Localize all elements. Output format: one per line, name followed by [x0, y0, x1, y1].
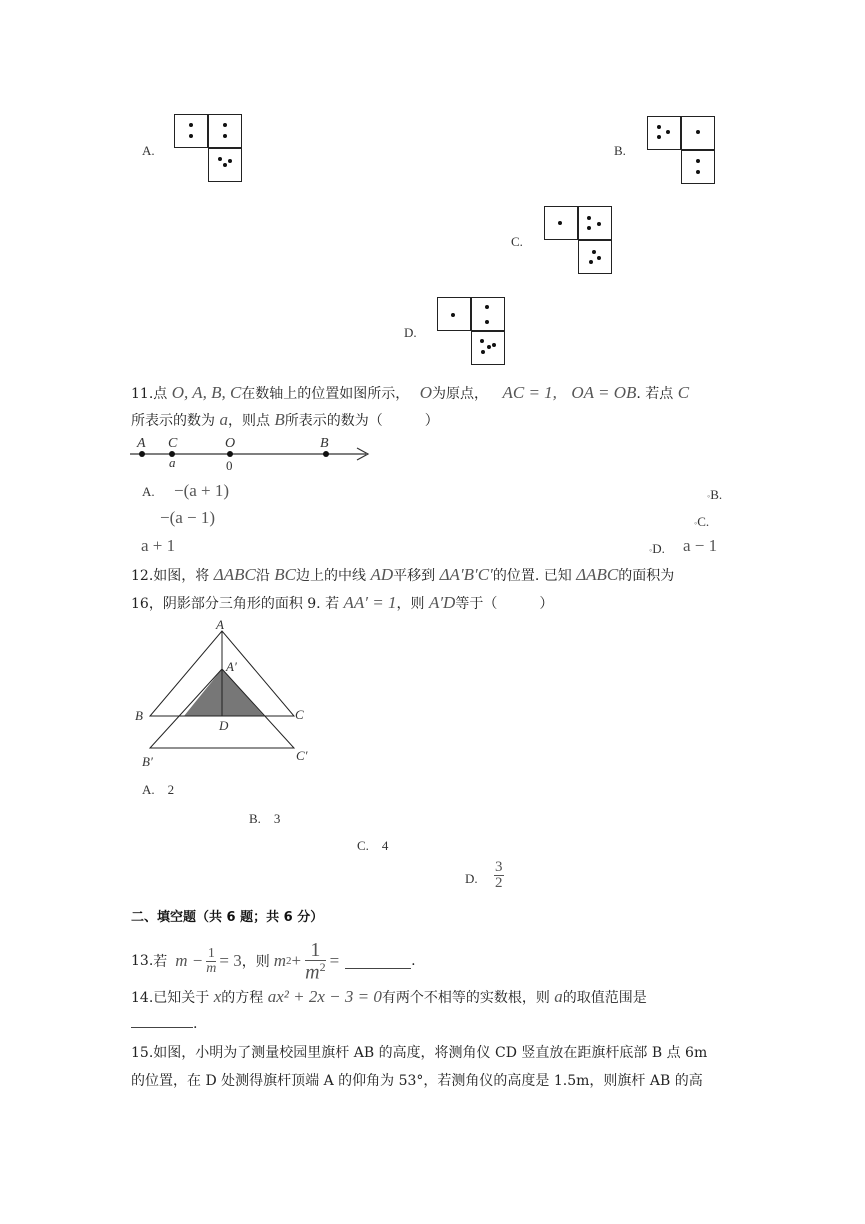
text: 16，阴影部分三角形的面积 9. 若 [131, 596, 340, 612]
q10-option-c-label: C. [511, 234, 523, 249]
math-o: O [419, 383, 433, 402]
text: 已知关于 [153, 990, 210, 1006]
text: 点 [153, 386, 168, 402]
text: 的面积为 [618, 568, 675, 584]
text: 的位置. 已知 [492, 568, 572, 584]
q14-line2 [131, 1013, 197, 1032]
math-m-minus: m − [175, 951, 204, 970]
fig-label-c: C [295, 707, 304, 722]
text: 的方程 [221, 990, 264, 1006]
math-b: B [274, 410, 285, 429]
text: 为原点， [432, 386, 489, 402]
math-sup: 2 [286, 955, 292, 967]
math-plus: + [291, 951, 302, 970]
text: . [411, 953, 416, 969]
den-var: m [305, 961, 320, 984]
text: 平移到 [393, 568, 436, 584]
q10-option-d-figure [437, 297, 507, 367]
math-points: O, A, B, C [171, 383, 242, 402]
axis-label-b: B [320, 436, 329, 451]
text: ，则 [396, 596, 425, 612]
q12-triangle-figure [130, 615, 330, 775]
q11-option-d-label: ◦D. [649, 541, 665, 556]
math-a: a [219, 410, 228, 429]
option-d-text: D. [652, 541, 665, 556]
q13-fraction-2 [305, 940, 325, 983]
q12-line1 [131, 565, 674, 585]
text: 有两个不相等的实数根，则 [381, 990, 550, 1006]
q12-option-c: C. 4 [357, 838, 389, 853]
text: 所表示的数为 [131, 413, 215, 429]
text: 在数轴上的位置如图所示， [241, 386, 410, 402]
q12-option-d-label: D. [465, 871, 478, 886]
fig-label-a-prime: A′ [226, 659, 237, 674]
fig-label-d: D [219, 718, 229, 733]
q11-option-b-label: ◦B. [707, 487, 723, 502]
option-c-text: C. [697, 514, 710, 529]
question-number: 12. [131, 568, 154, 584]
fraction-numerator: 1 [207, 945, 215, 961]
q10-option-a-figure [174, 114, 244, 184]
q13-fraction-1 [206, 947, 216, 976]
fraction-denominator: m [206, 960, 217, 976]
math-oa-ob: OA = OB [571, 383, 637, 402]
fraction-denominator [305, 961, 325, 983]
q11-option-c-expr: a + 1 [141, 536, 176, 555]
q11-number-line [128, 432, 378, 477]
text: . [193, 1016, 198, 1032]
question-number: 13. [131, 953, 154, 969]
question-number: 11. [131, 386, 154, 402]
q10-option-c-figure [544, 206, 614, 276]
q13-line [131, 940, 416, 982]
answer-blank[interactable] [345, 954, 411, 969]
q11-option-b-expr: −(a − 1) [160, 508, 216, 527]
q11-line2 [131, 410, 439, 430]
math-x: x [213, 987, 222, 1006]
q15-line2: 的位置，在 D 处测得旗杆顶端 A 的仰角为 53°，若测角仪的高度是 1.5m，则旗杆 AB 的高 [131, 1073, 703, 1089]
text: 所表示的数为（ ） [284, 413, 439, 429]
axis-label-a: A [137, 436, 146, 451]
fig-label-b-prime: B′ [142, 754, 153, 769]
q10-option-a-label: A. [142, 143, 155, 158]
text: ，则 [241, 954, 270, 970]
math-eq: = 3 [219, 951, 242, 970]
math-m: m [273, 951, 287, 970]
text: 如图，将 [153, 568, 210, 584]
question-number: 14. [131, 990, 154, 1006]
q11-option-d-expr: a − 1 [683, 536, 718, 555]
q10-option-d-label: D. [404, 325, 417, 340]
q11-option-c-label: ◦C. [694, 514, 710, 529]
axis-value-a: a [169, 455, 176, 470]
fig-label-a: A [216, 617, 224, 632]
math-bc: BC [274, 565, 296, 584]
q11-option-a-label: A. [142, 484, 155, 499]
fig-label-b: B [135, 708, 143, 723]
text: 等于（ ） [455, 596, 554, 612]
math-ad: AD [370, 565, 394, 584]
q10-option-b-label: B. [614, 143, 626, 158]
math-eq: = [329, 951, 340, 970]
q12-option-d-fraction [494, 860, 504, 891]
q12-option-a: A. 2 [142, 782, 175, 797]
math-ad-prime: A′D [428, 593, 456, 612]
axis-label-c: C [168, 436, 178, 451]
option-b-text: B. [710, 487, 723, 502]
axis-value-zero: 0 [226, 458, 233, 473]
q10-option-b-figure [647, 116, 717, 186]
q12-line2 [131, 593, 553, 613]
fig-label-c-prime: C′ [296, 748, 308, 763]
text: . 若点 [636, 386, 674, 402]
math-aa: AA′ = 1 [343, 593, 397, 612]
math-equation: ax² + 2x − 3 = 0 [267, 987, 382, 1006]
fraction-numerator: 3 [495, 859, 503, 875]
math-ac: AC = 1, [502, 383, 557, 402]
fraction-denominator: 2 [495, 875, 503, 891]
math-c: C [677, 383, 690, 402]
q14-line1 [131, 987, 647, 1007]
q12-option-b: B. 3 [249, 811, 281, 826]
q11-option-a-expr: −(a + 1) [174, 481, 230, 500]
math-abc: ΔABC [213, 565, 256, 584]
axis-label-o: O [225, 436, 236, 451]
section-title: 二、填空题（共 6 题；共 6 分） [131, 910, 324, 925]
math-a: a [554, 987, 563, 1006]
text: 沿 [255, 568, 270, 584]
den-sup: 2 [319, 959, 326, 974]
math-abc: ΔABC [576, 565, 619, 584]
text: ，则点 [227, 413, 270, 429]
answer-blank[interactable] [131, 1013, 193, 1028]
q15-line1: 15.如图，小明为了测量校园里旗杆 AB 的高度，将测角仪 CD 竖直放在距旗杆底部 B 点 6m [131, 1045, 708, 1061]
math-abc-prime: ΔA′B′C′ [439, 565, 493, 584]
q11-line1 [131, 383, 689, 403]
fraction-numerator: 1 [305, 940, 325, 961]
text: 边上的中线 [296, 568, 366, 584]
text: 的取值范围是 [562, 990, 647, 1006]
text: 若 [153, 954, 168, 970]
